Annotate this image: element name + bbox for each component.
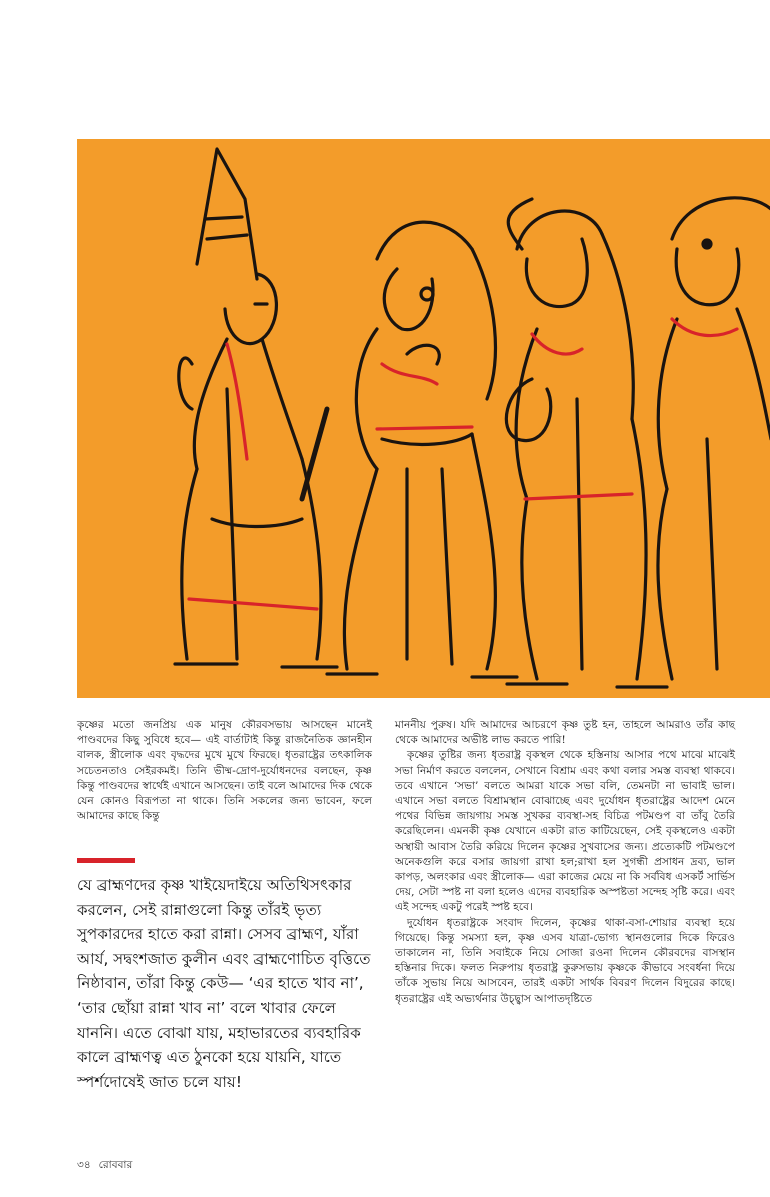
right-column (395, 718, 735, 1007)
page-number: ৩৪ (77, 1159, 91, 1171)
pull-quote: যে ব্রাহ্মণদের কৃষ্ণ খাইয়েদাইয়ে অতিথিসৎকার করলেন, সেই রান্নাগুলো কিন্তু তাঁরই ভৃত্য সুপকারদের হাতে করা রান্না। সেসব ব্রাহ্মণ, যাঁরা আর্য, সদ্বংশজাত কুলীন এবং ব্রাহ্মণোচিত বৃত্তিতে নিষ্ঠাবান, তাঁরা কিন্তু কেউ— ‘এর হাতে খাব না’, ‘তার ছোঁয়া রান্না খাব না’ বলে খাবার ফেলে যাননি। এতে বোঝা যায়, মহাভারতের ব্যবহারিক কালে ব্রাহ্মণত্ব এত ঠুনকো হয়ে যায়নি, যাতে স্পর্শদোষেই জাত চলে যায়! (77, 876, 371, 1091)
page-footer (77, 1158, 132, 1175)
left-column-text: কৃষ্ণের মতো জনপ্রিয় এক মানুষ কৌরবসভায় আসছেন মানেই পাণ্ডবদের কিছু সুবিধে হবে— এই বার্তাটাই কিন্তু রাজনৈতিক জ্ঞানহীন বালক, স্ত্রীলোক এবং বৃদ্ধদের মুখে মুখে ফিরছে। ধৃতরাষ্ট্রের তৎকালিক সচেতনতাও সেইরকমই। তিনি ভীষ্ম-দ্রোণ-দুর্যোধনদের বলছেন, কৃষ্ণ কিন্তু পাণ্ডবদের স্বার্থেই এখানে আসছেন। তাই বলে আমাদের দিক থেকে যেন কোনও বিরূপতা না থাকে। তিনি সকলের জন্য ভাবেন, ফলে আমাদের কাছে কিন্তু (77, 719, 372, 823)
right-paragraph: কৃষ্ণের তুষ্টির জন্য ধৃতরাষ্ট্র বৃকস্থল থেকে হস্তিনায় আসার পথে মাঝে মাঝেই সভা নির্মাণ করতে বললেন, সেখানে বিশ্রাম এবং কথা বলার সমস্ত ব্যবস্থা থাকবে। তবে এখানে ‘সভা’ বলতে আমরা যাকে সভা বলি, তেমনটা না ভাবাই ভাল। এখানে সভা বলতে বিশ্রামস্থান বোঝাচ্ছে এবং দুর্যোধন ধৃতরাষ্ট্রের আদেশ মেনে পথের বিভিন্ন জায়গায় সমস্ত সুখকর ব্যবস্থা-সহ বিচিত্র পটমণ্ডপ বা তাঁবু তৈরি করেছিলেন। এমনকী কৃষ্ণ যেখানে একটা রাত কাটিয়েছেন, সেই বৃকস্থলেও একটা অস্থায়ী আবাস তৈরি করিয়ে দিলেন কৃষ্ণের সুখবাসের জন্য। প্রত্যেকটি পটমণ্ডপে অনেকগুলি করে বসার জায়গা রাখা হল;রাখা হল সুগন্ধী প্রসাধন দ্রব্য, ভাল কাপড়, অলংকার এবং স্ত্রীলোক— এরা কাজের মেয়ে না কি সর্ববিধ এসকর্ট সার্ভিস দেয়, সেটা স্পষ্ট না বলা হলেও এদের ব্যবহারিক অস্পষ্টতা সন্দেহ সৃষ্টি করে। এবং এই সন্দেহ একটু পরেই স্পষ্ট হবে। (395, 749, 735, 914)
magazine-name: রোববার (98, 1159, 133, 1171)
right-paragraph: দুর্যোধন ধৃতরাষ্ট্রকে সংবাদ দিলেন, কৃষ্ণের থাকা-বসা-শোয়ার ব্যবস্থা হয়ে গিয়েছে। কিন্তু সমস্যা হল, কৃষ্ণ এসব যাত্রা-ভোগ্য স্থানগুলোর দিকে ফিরেও তাকালেন না, তিনি সবাইকে নিয়ে সোজা রওনা দিলেন কৌরবদের বাসস্থান হস্তিনার দিকে। ফলত নিরুপায় ধৃতরাষ্ট্র কুরুসভায় কৃষ্ণকে কীভাবে সংবর্ধনা দিয়ে তাঁকে সুভায় নিয়ে আসবেন, তারই একটা সার্থক বিবরণ দিলেন বিদুরের কাছে। ধৃতরাষ্ট্রের এই অভ্যর্থনার উচ্ছ্বাস আপাতদৃষ্টিতে (395, 916, 735, 1005)
right-paragraph: মাননীয় পুরুষ। যদি আমাদের আচরণে কৃষ্ণ তুষ্ট হন, তাহলে আমরাও তাঁর কাছ থেকে আমাদের অভীষ্ট লাভ করতে পারি! (395, 719, 735, 747)
pull-quote-rule (77, 858, 135, 863)
mahabharata-figures-illustration (77, 139, 770, 698)
